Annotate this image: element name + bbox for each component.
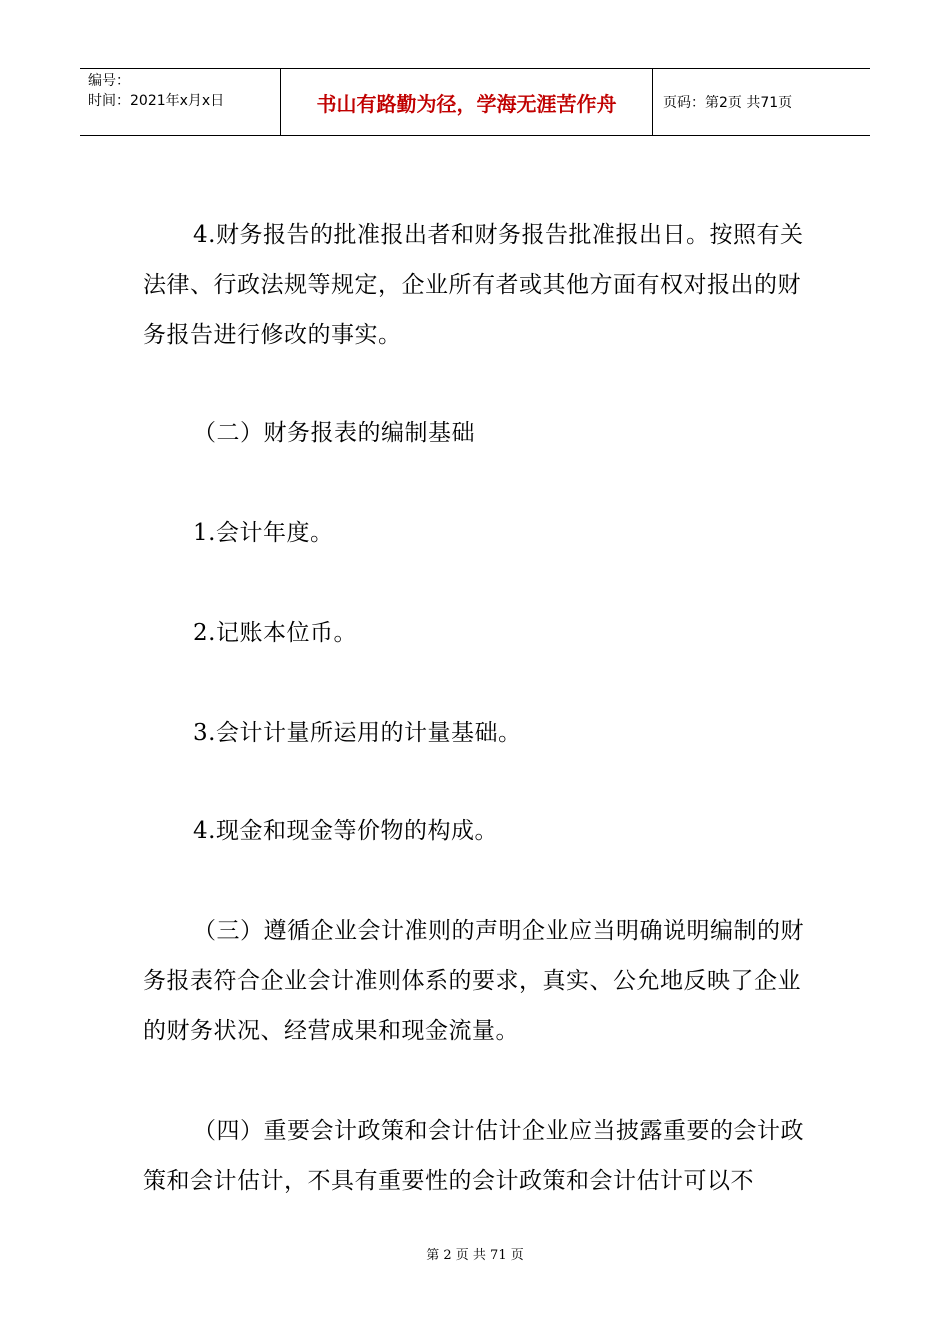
header-meta bbox=[80, 69, 281, 135]
paragraph-section-three: （三）遵循企业会计准则的声明企业应当明确说明编制的财务报表符合企业会计准则体系的要求，真实、公允地反映了企业的财务状况、经营成果和现金流量。 bbox=[143, 918, 804, 1044]
header-motto: 书山有路勤为径，学海无涯苦作舟 bbox=[281, 69, 653, 135]
document-date: 时间：2021年x月x日 bbox=[88, 93, 225, 109]
list-item-accounting-year: 1.会计年度。 bbox=[193, 520, 334, 546]
paragraph-section-four: （四）重要会计政策和会计估计企业应当披露重要的会计政策和会计估计，不具有重要性的会计政策和会计估计可以不 bbox=[143, 1118, 804, 1194]
list-item-measurement-basis: 3.会计计量所运用的计量基础。 bbox=[193, 720, 522, 746]
page-footer: 第 2 页 共 71 页 bbox=[426, 1248, 524, 1263]
header-page-info: 页码：第2页 共71页 bbox=[663, 95, 793, 111]
heading-section-two: （二）财务报表的编制基础 bbox=[193, 420, 475, 446]
paragraph-financial-report-approval: 4.财务报告的批准报出者和财务报告批准报出日。按照有关法律、行政法规等规定，企业所有者或其他方面有权对报出的财务报告进行修改的事实。 bbox=[143, 222, 804, 348]
document-number-label: 编号： bbox=[88, 73, 130, 89]
list-item-cash-equivalents: 4.现金和现金等价物的构成。 bbox=[193, 818, 498, 844]
list-item-functional-currency: 2.记账本位币。 bbox=[193, 620, 357, 646]
page-header bbox=[80, 68, 870, 136]
